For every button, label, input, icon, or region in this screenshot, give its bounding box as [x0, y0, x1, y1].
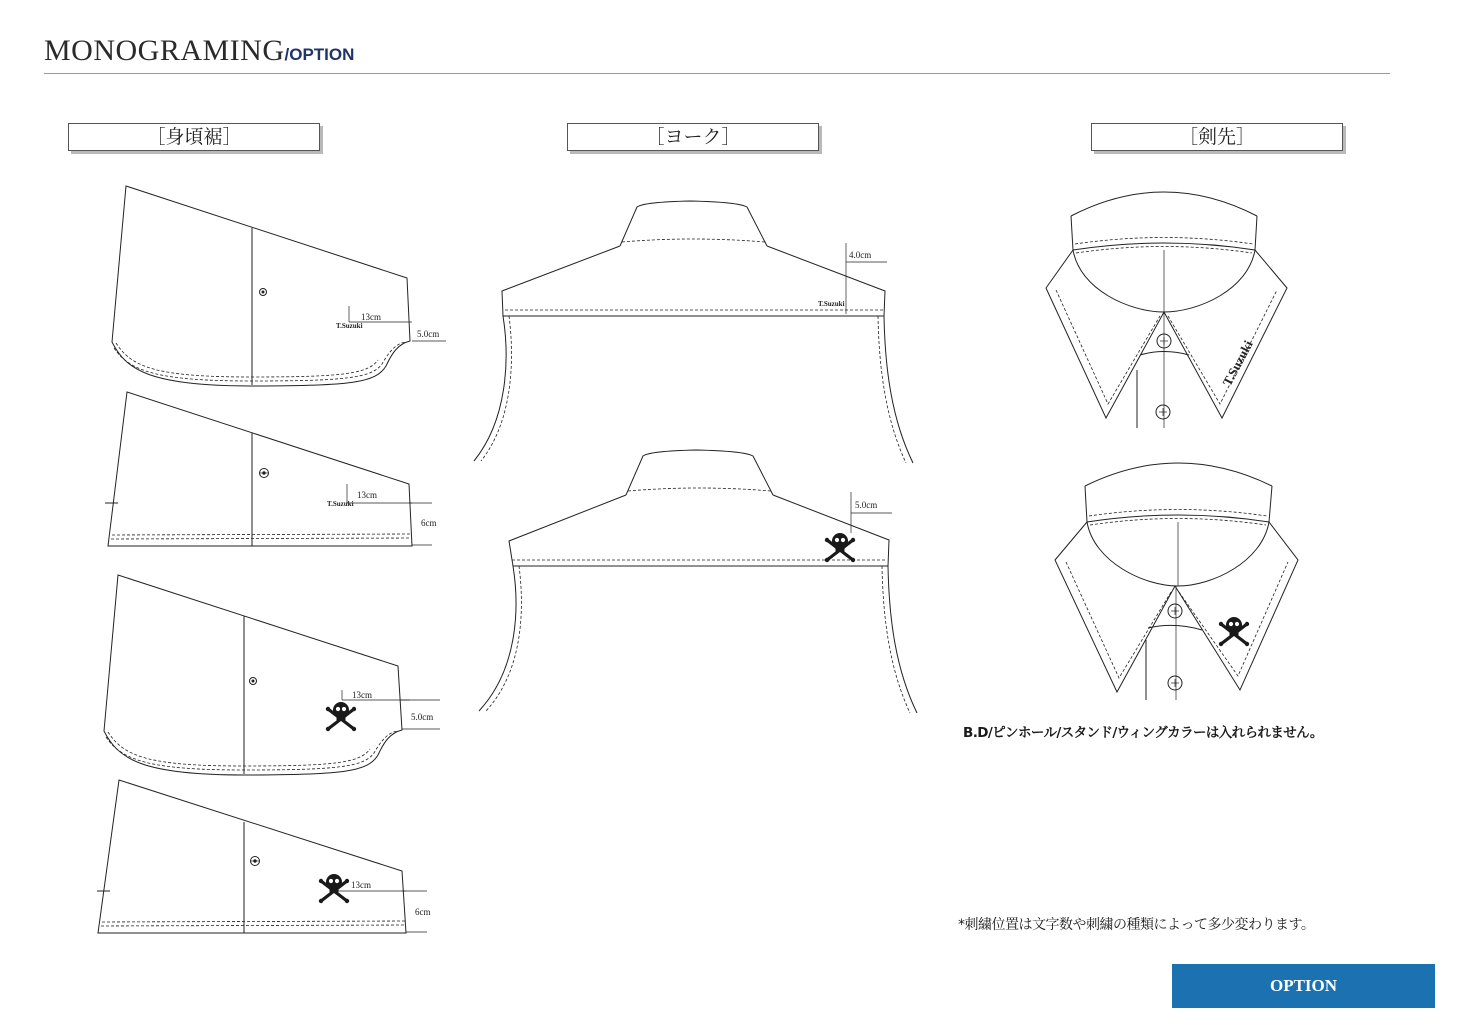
dimension-label: 13cm — [357, 490, 377, 500]
monogram-text: T.Suzuki — [1219, 337, 1256, 389]
option-button[interactable]: OPTION — [1172, 964, 1435, 1008]
section-label-body-hem: ［身頃裾］ — [68, 123, 320, 151]
section-label-collar-tip: ［剣先］ — [1091, 123, 1343, 151]
collar-panel-2 — [1055, 463, 1298, 700]
page-subtitle: /OPTION — [284, 45, 355, 64]
skull-crossbones-icon — [1219, 617, 1249, 646]
skull-crossbones-icon — [825, 533, 855, 562]
skull-crossbones-icon — [319, 874, 349, 903]
dimension-label: 5.0cm — [411, 712, 434, 722]
body-panel-3 — [104, 575, 440, 775]
section-label-yoke: ［ヨーク］ — [567, 123, 819, 151]
yoke-panel-2 — [479, 450, 917, 713]
dimension-label: 13cm — [351, 880, 371, 890]
monogram-text: T.Suzuki — [336, 322, 363, 330]
body-panel-1 — [112, 186, 446, 386]
dimension-label: 4.0cm — [849, 250, 872, 260]
embroidery-position-note: *刺繍位置は文字数や刺繍の種類によって多少変わります。 — [958, 917, 1315, 933]
monogram-text: T.Suzuki — [327, 500, 354, 508]
monogram-text: T.Suzuki — [818, 300, 845, 308]
collar-restriction-note: B.D/ピンホール/スタンド/ウィングカラーは入れられません。 — [963, 725, 1323, 741]
dimension-label: 6cm — [421, 518, 437, 528]
page-title: MONOGRAMING — [44, 34, 285, 67]
collar-panel-1 — [1046, 192, 1287, 428]
body-panel-2 — [105, 392, 432, 546]
dimension-label: 5.0cm — [855, 500, 878, 510]
dimension-label: 6cm — [415, 907, 431, 917]
dimension-label: 13cm — [352, 690, 372, 700]
body-panel-4 — [97, 780, 427, 933]
dimension-label: 5.0cm — [417, 329, 440, 339]
dimension-label: 13cm — [361, 312, 381, 322]
yoke-panel-1 — [474, 201, 913, 463]
skull-crossbones-icon — [326, 702, 356, 731]
